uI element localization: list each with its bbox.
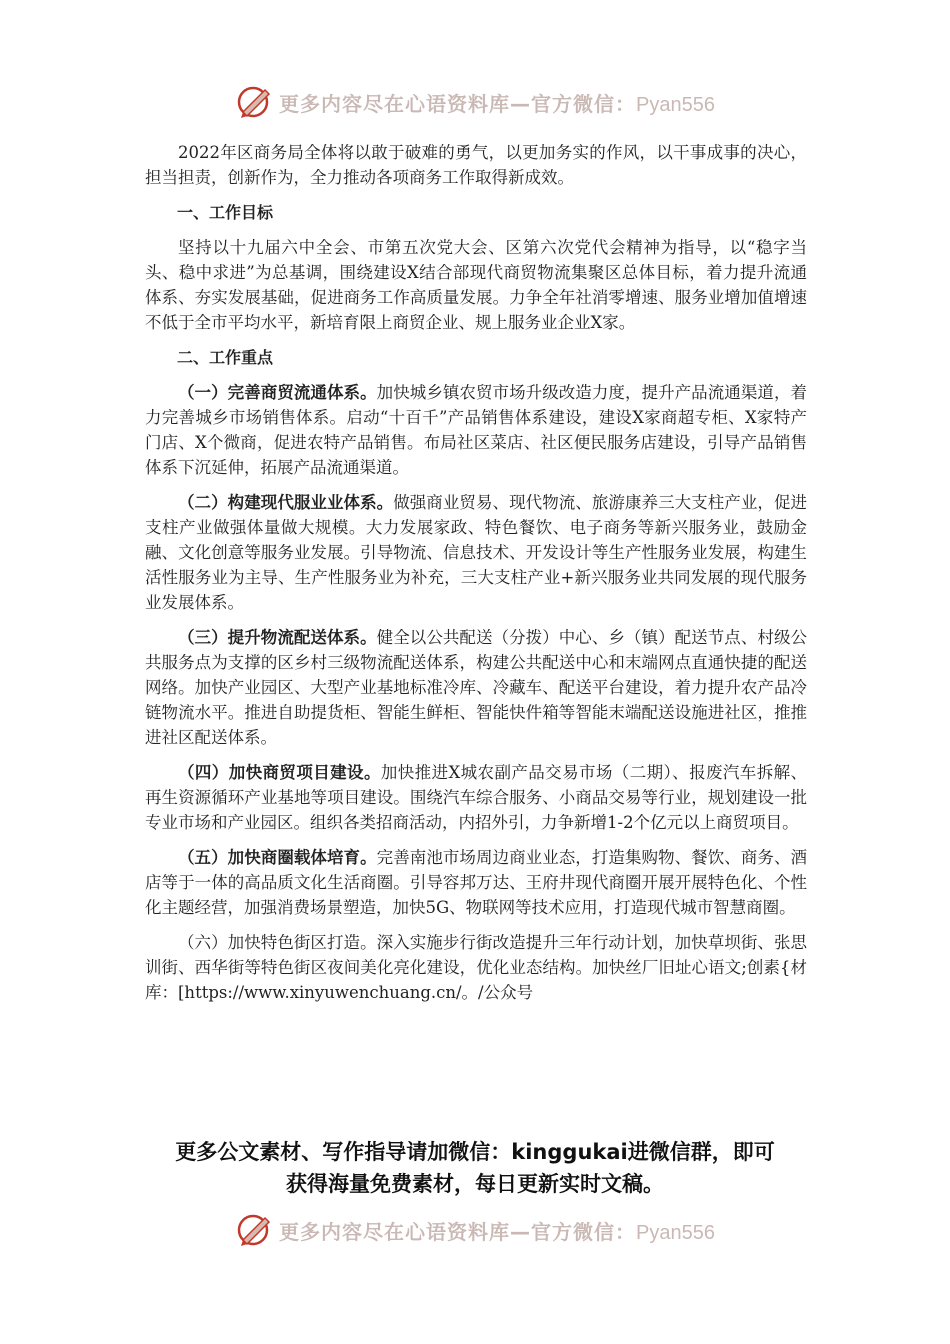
paragraph: （三）提升物流配送体系。健全以公共配送（分拨）中心、乡（镇）配送节点、村级公共服务点为支撑的区乡村三级物流配送体系，构建公共配送中心和末端网点直通快捷的配送网络。加快产业园区、大型产业基地标准冷库、冷藏车、配送平台建设，着力提升农产品冷链物流水平。推进自助提货柜、智能生鲜柜、智能快件箱等智能末端配送设施进社区，推推进社区配送体系。	[145, 628, 808, 747]
paragraph-lead: （二）构建现代服业业体系。	[178, 493, 394, 512]
intro-paragraph: 2022年区商务局全体将以敢于破难的勇气，以更加务实的作风，以干事成事的决心，担当担责，创新作为，全力推动各项商务工作取得新成效。	[145, 143, 807, 187]
footer-watermark	[0, 1208, 950, 1252]
header-watermark	[0, 80, 950, 124]
watermark-text: 更多内容尽在心语资料库—官方微信：Pyan556	[279, 1219, 715, 1244]
paragraph: （四）加快商贸项目建设。加快推进X城农副产品交易市场（二期）、报废汽车拆解、再生资源循环产业基地等项目建设。围绕汽车综合服务、小商品交易等行业，规划建设一批专业市场和产业园区。组织各类招商活动，内招外引，力争新增1-2个亿元以上商贸项目。	[145, 763, 808, 832]
pen-logo-icon	[235, 1210, 275, 1250]
paragraph: （五）加快商圈载体培育。完善南池市场周边商业业态，打造集购物、餐饮、商务、酒店等于一体的高品质文化生活商圈。引导容邦万达、王府井现代商圈开展开展特色化、个性化主题经营，加强消费场景塑造，加快5G、物联网等技术应用，打造现代城市智慧商圈。	[145, 848, 808, 917]
paragraph-lead: （五）加快商圈载体培育。	[178, 848, 377, 867]
document-body	[145, 140, 807, 1015]
section-heading: 二、工作重点	[177, 348, 274, 367]
section-heading: 一、工作目标	[177, 203, 274, 222]
paragraph-lead: （一）完善商贸流通体系。	[178, 383, 377, 402]
paragraph: （一）完善商贸流通体系。加快城乡镇农贸市场升级改造力度，提升产品流通渠道，着力完善城乡市场销售体系。启动“十百千”产品销售体系建设，建设X家商超专柜、X家特产门店、X个微商，促进农特产品销售。布局社区菜店、社区便民服务店建设，引导产品销售体系下沉延伸，拓展产品流通渠道。	[145, 383, 808, 477]
paragraph-lead: （三）提升物流配送体系。	[178, 628, 377, 647]
paragraph: （六）加快特色街区打造。深入实施步行街改造提升三年行动计划，加快草坝街、张思训街、西华街等特色街区夜间美化亮化建设，优化业态结构。加快丝厂旧址心语文;创素{材库：[https://www.xinyuwenchuang.cn/。/公众号	[145, 933, 807, 1002]
promo-text: 更多公文素材、写作指导请加微信：kinggukai进微信群，即可 获得海量免费素材，每日更新实时文稿。	[175, 1140, 775, 1196]
paragraph-lead: （四）加快商贸项目建设。	[178, 763, 381, 782]
pen-logo-icon	[235, 82, 275, 122]
paragraph: 坚持以十九届六中全会、市第五次党大会、区第六次党代会精神为指导，以“稳字当头、稳中求进”为总基调，围绕建设X结合部现代商贸物流集聚区总体目标，着力提升流通体系、夯实发展基础，促进商务工作高质量发展。力争全年社消零增速、服务业增加值增速不低于全市平均水平，新培育限上商贸企业、规上服务业企业X家。	[145, 238, 807, 332]
paragraph: （二）构建现代服业业体系。做强商业贸易、现代物流、旅游康养三大支柱产业，促进支柱产业做强体量做大规模。大力发展家政、特色餐饮、电子商务等新兴服务业，鼓励金融、文化创意等服务业发展。引导物流、信息技术、开发设计等生产性服务业发展，构建生活性服务业为主导、生产性服务业为补充，三大支柱产业+新兴服务业共同发展的现代服务业发展体系。	[145, 493, 808, 612]
watermark-text: 更多内容尽在心语资料库—官方微信：Pyan556	[279, 91, 715, 116]
